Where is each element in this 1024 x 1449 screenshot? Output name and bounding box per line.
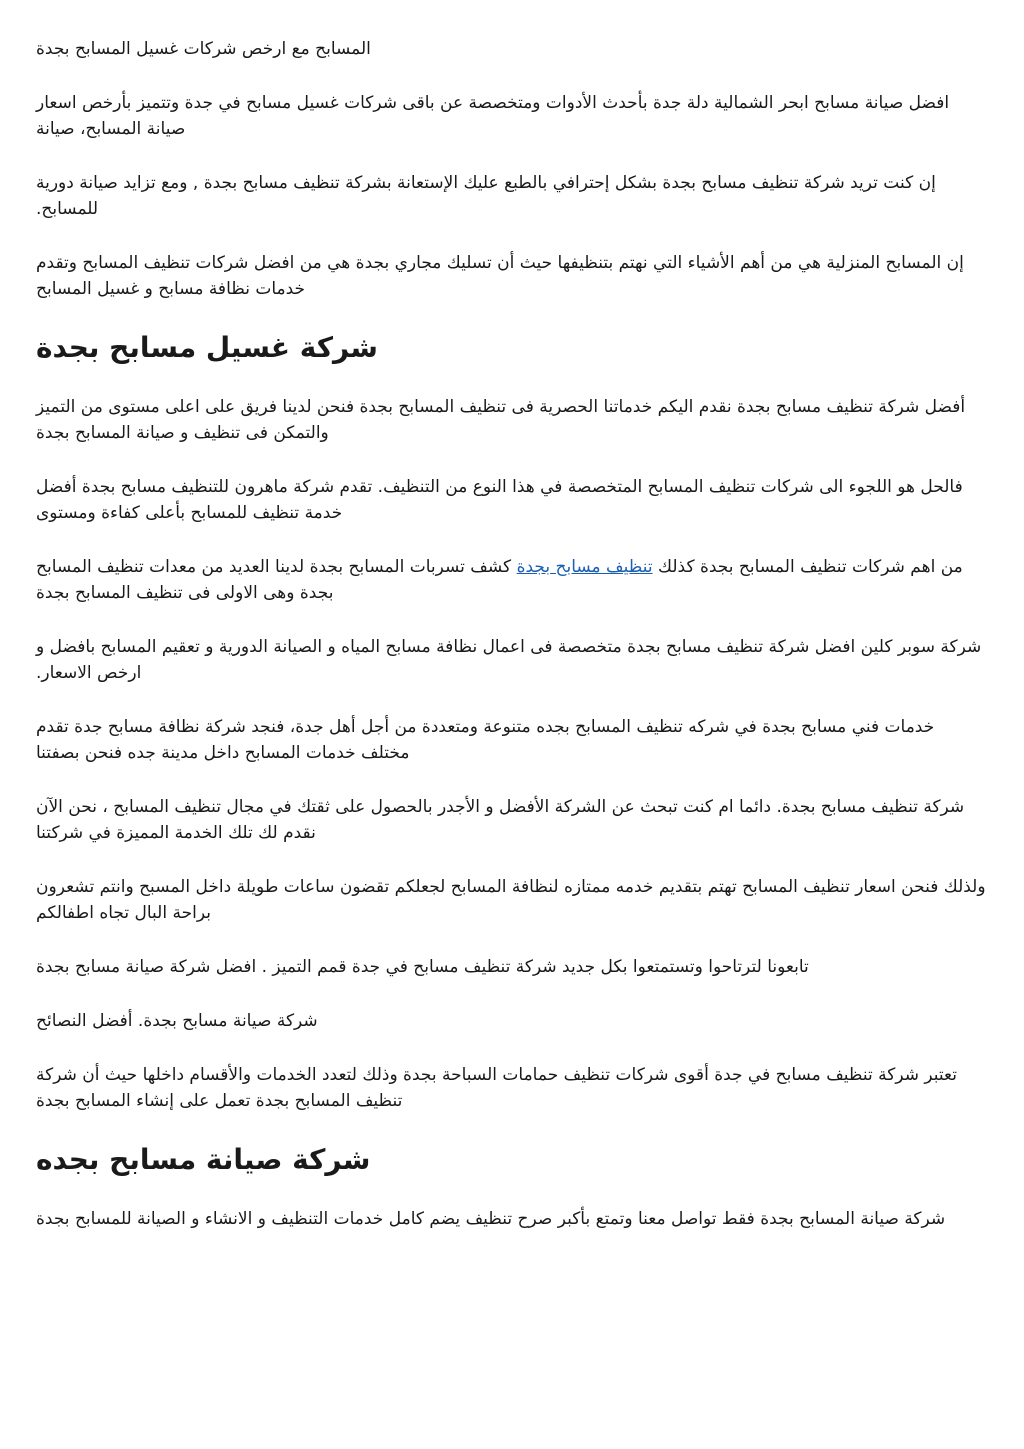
intro-paragraph-2: افضل صيانة مسابح ابحر الشمالية دلة جدة بأحدث الأدوات ومتخصصة عن باقى شركات غسيل مسابح في جدة وتتميز بأرخص اسعار صيانة المسابح، صيانة: [36, 93, 950, 139]
intro-paragraph-4: إن المسابح المنزلية هي من أهم الأشياء التي نهتم بتنظيفها حيث أن تسليك مجاري بجدة هي من افضل شركات تنظيف المسابح وتقدم خدمات نظافة مسابح و غسيل المسابح: [36, 253, 964, 299]
section1-paragraph-7: ولذلك فنحن اسعار تنظيف المسابح تهتم بتقديم خدمه ممتازه لنظافة المسابح لجعلكم تقضون ساعات طويلة داخل المسبح وانتم تشعرون براحة البال تجاه اطفالكم: [36, 877, 986, 923]
section1-paragraph-2: فالحل هو اللجوء الى شركات تنظيف المسابح المتخصصة في هذا النوع من التنظيف. تقدم شركة ماهرون للتنظيف مسابح بجدة أفضل خدمة تنظيف للمسابح بأعلى كفاءة ومستوى: [36, 477, 963, 523]
section1-paragraph-6: شركة تنظيف مسابح بجدة. دائما ام كنت تبحث عن الشركة الأفضل و الأجدر بالحصول على ثقتك في مجال تنظيف المسابح ، نحن الآن نقدم لك تلك الخدمة المميزة في شركتنا: [36, 797, 965, 843]
section1-paragraph-9: شركة صيانة مسابح بجدة. أفضل النصائح: [36, 1011, 318, 1031]
section-heading-pool-maintenance: شركة صيانة مسابح بجده: [36, 1143, 371, 1176]
intro-paragraph-1: المسابح مع ارخص شركات غسيل المسابح بجدة: [36, 39, 371, 59]
section1-paragraph-5: خدمات فني مسابح بجدة في شركه تنظيف المسابح بجده متنوعة ومتعددة من أجل أهل جدة، فنجد شركة نظافة مسابح جدة تقدم مختلف خدمات المسابح داخل مدينة جده فنحن بصفتنا: [36, 717, 935, 763]
intro-paragraph-3: إن كنت تريد شركة تنظيف مسابح بجدة بشكل إحترافي بالطبع عليك الإستعانة بشركة تنظيف مسابح بجدة , ومع تزايد صيانة دورية للمسابح.: [36, 173, 936, 219]
pool-cleaning-link[interactable]: تنظيف مسابح بجدة: [516, 557, 653, 577]
paragraph-text-after-link: كشف تسربات المسابح بجدة لدينا العديد من معدات تنظيف المسابح بجدة وهى الاولى فى تنظيف المسابح بجدة: [36, 557, 517, 603]
section2-paragraph-1: شركة صيانة المسابح بجدة فقط تواصل معنا وتمتع بأكبر صرح تنظيف يضم كامل خدمات التنظيف و الانشاء و الصيانة للمسابح بجدة: [36, 1209, 946, 1229]
section1-paragraph-8: تابعونا لترتاحوا وتستمتعوا بكل جديد شركة تنظيف مسابح في جدة قمم التميز . افضل شركة صيانة مسابح بجدة: [36, 957, 809, 977]
section1-paragraph-3: [36, 554, 988, 606]
paragraph-text-before-link: من اهم شركات تنظيف المسابح بجدة كذلك: [652, 557, 963, 577]
section1-paragraph-10: تعتبر شركة تنظيف مسابح في جدة أقوى شركات تنظيف حمامات السباحة بجدة وذلك لتعدد الخدمات والأقسام داخلها حيث أن شركة تنظيف المسابح بجدة تعمل على إنشاء المسابح بجدة: [36, 1065, 957, 1111]
section1-paragraph-1: أفضل شركة تنظيف مسابح بجدة نقدم اليكم خدماتنا الحصرية فى تنظيف المسابح بجدة فنحن لدينا فريق على اعلى مستوى من التميز والتمكن فى تنظيف و صيانة المسابح بجدة: [36, 397, 966, 443]
section-heading-pool-washing: شركة غسيل مسابح بجدة: [36, 331, 378, 364]
section1-paragraph-4: شركة سوبر كلين افضل شركة تنظيف مسابح بجدة متخصصة فى اعمال نظافة مسابح المياه و الصيانة الدورية و تعقيم المسابح بافضل و ارخص الاسعار.: [36, 637, 982, 683]
